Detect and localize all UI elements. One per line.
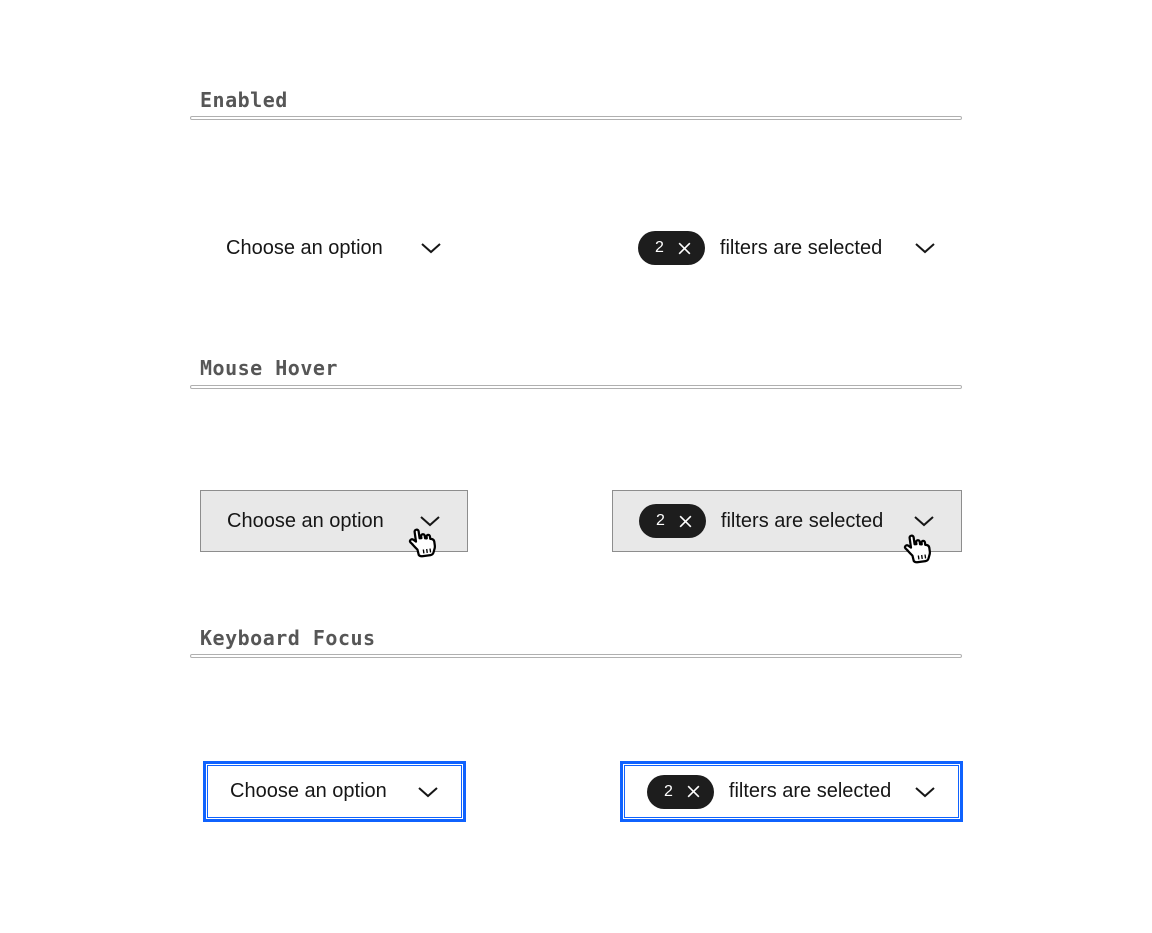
chevron-down-icon [420,242,442,254]
chevron-down-icon [914,242,936,254]
section-title-enabled: Enabled [200,88,288,112]
dropdown-placeholder: Choose an option [226,236,383,259]
filter-tag[interactable] [647,775,714,809]
multiselect-label: filters are selected [720,509,884,532]
dropdown-hover[interactable] [200,490,468,552]
section-title-mouse-hover: Mouse Hover [200,356,338,380]
chevron-down-icon [419,515,441,527]
multiselect-focused[interactable] [624,765,959,818]
chevron-down-icon [417,786,439,798]
dropdown-enabled[interactable] [200,218,468,278]
close-icon[interactable] [677,241,692,256]
filter-tag[interactable] [638,231,705,265]
section-divider [190,385,962,389]
multiselect-label: filters are selected [728,780,892,802]
multiselect-enabled[interactable] [612,218,962,278]
close-icon[interactable] [686,784,701,799]
close-icon[interactable] [678,514,693,529]
filter-tag[interactable] [639,504,706,538]
chevron-down-icon [914,786,936,798]
section-divider [190,654,962,658]
multiselect-focus-ring [620,761,963,822]
section-title-keyboard-focus: Keyboard Focus [200,626,376,650]
dropdown-placeholder: Choose an option [227,509,384,532]
dropdown-placeholder: Choose an option [230,780,387,802]
dropdown-focused[interactable] [207,765,462,818]
multiselect-label: filters are selected [719,236,883,259]
tag-count: 2 [664,782,673,800]
chevron-down-icon [913,515,935,527]
section-divider [190,116,962,120]
tag-count: 2 [656,512,665,529]
tag-count: 2 [655,239,664,256]
dropdown-focus-ring [203,761,466,822]
multiselect-hover[interactable] [612,490,962,552]
